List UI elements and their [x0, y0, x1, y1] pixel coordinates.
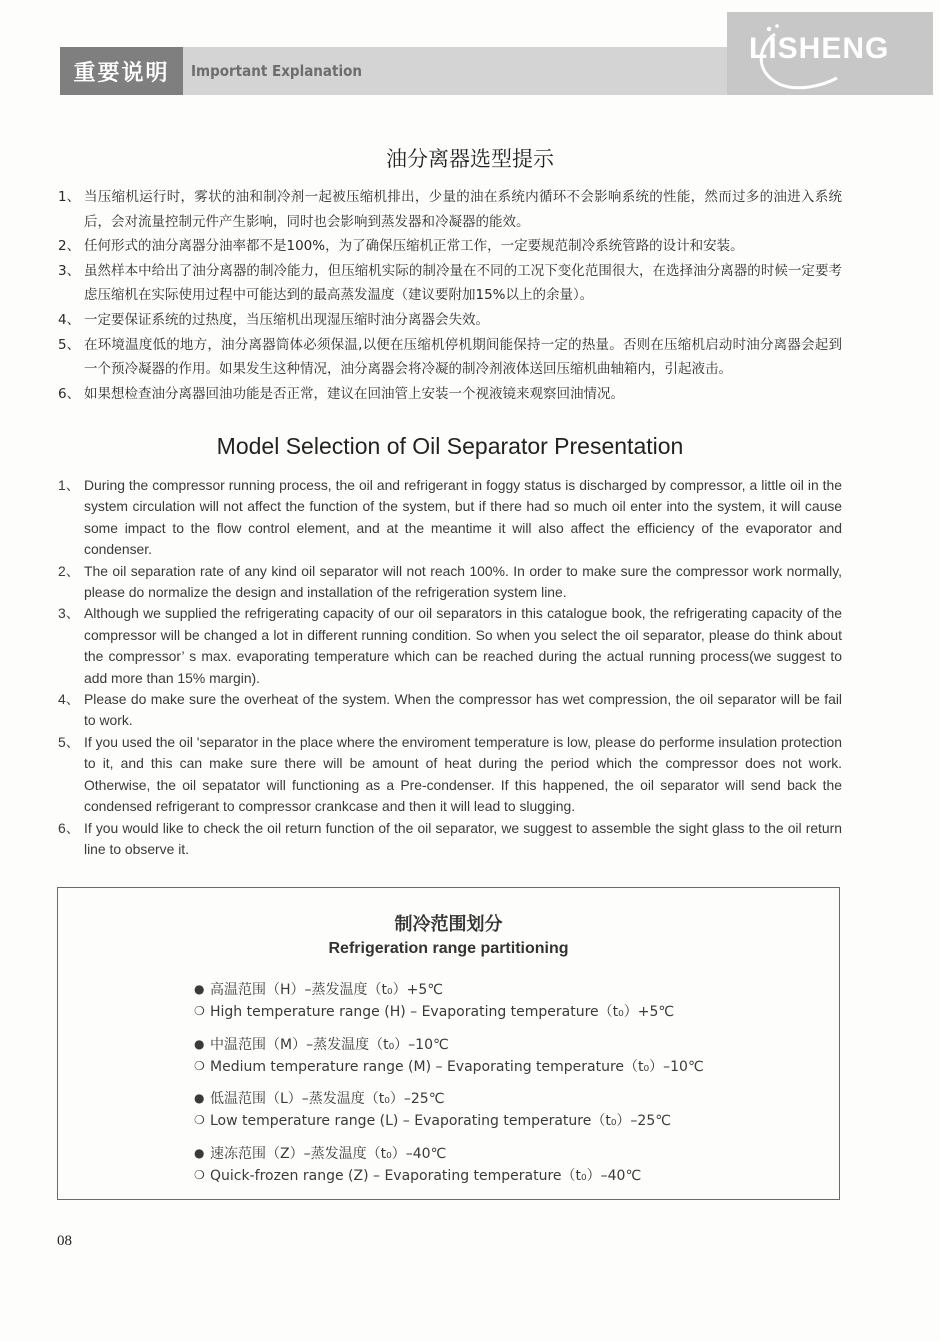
- section-header: [60, 47, 736, 95]
- range-item-medium: ● 中温范围（M）–蒸发温度（t₀）–10℃ ❍ Medium temperature range (M) – Evaporating temperature（t₀）–10℃: [194, 1037, 704, 1075]
- range-item-high: ● 高温范围（H）–蒸发温度（t₀）+5℃ ❍ High temperature range (H) – Evaporating temperature（t₀）+5℃: [194, 982, 675, 1020]
- hollow-bullet-icon: ❍: [194, 1168, 205, 1182]
- range-item-low: ● 低温范围（L）–蒸发温度（t₀）–25℃ ❍ Low temperature range (L) – Evaporating temperature（t₀）–25℃: [194, 1091, 671, 1129]
- filled-bullet-icon: ●: [194, 982, 205, 996]
- list-item: 6、 If you would like to check the oil return function of the oil separator, we suggest to assemble the sight glass to the oil return line to observe it.: [58, 819, 842, 857]
- list-item: 1、 During the compressor running process, the oil and refrigerant in foggy status is discharged by compressor, a little oil in the system circulation will not affect the function of the system, but if there had so much oil enter into the system, it will cause some impact to the flow control element, and at the meantime it will also affect the efficiency of the evaporator and condenser.: [58, 477, 842, 558]
- list-item: 3、 虽然样本中给出了油分离器的制冷能力，但压缩机实际的制冷量在不同的工况下变化范围很大，在选择油分离器的时候一定要考虑压缩机在实际使用过程中可能达到的最高蒸发温度（建议要附加15%以上的余量）。: [58, 262, 842, 304]
- range-box-title-en: Refrigeration range partitioning: [328, 940, 569, 957]
- list-item: 5、 If you used the oil 'separator in the place where the enviroment temperature is low, please do performe insulation protection to it, and this can make sure there will be amount of heat during the period which the compressor does not work. Otherwise, the oil sepatator will functioning as a Pre-condenser. If this happened, the oil separator will send back the condensed refrigerant to compressor crankcase and then it will lead to slugging.: [58, 733, 842, 815]
- filled-bullet-icon: ●: [194, 1146, 205, 1160]
- cn-list: [58, 185, 842, 406]
- page-number: 08: [57, 1233, 72, 1249]
- list-item: 4、 Please do make sure the overheat of the system. When the compressor has wet compression, the oil separator will be fail to work.: [58, 691, 842, 729]
- cn-title: 油分离器选型提示: [386, 147, 554, 171]
- en-title: Model Selection of Oil Separator Presentation: [216, 433, 684, 459]
- en-list: [58, 475, 842, 860]
- brand-logo: [727, 12, 933, 95]
- logo-text: LISHENG: [749, 32, 890, 65]
- list-item: 5、 在环境温度低的地方，油分离器筒体必须保温,以便在压缩机停机期间能保持一定的热量。否则在压缩机启动时油分离器会起到一个预冷凝器的作用。如果发生这种情况，油分离器会将冷凝的制冷剂液体送回压缩机曲轴箱内，引起液击。: [58, 336, 842, 378]
- list-item: 2、 任何形式的油分离器分油率都不是100%，为了确保压缩机正常工作，一定要规范制冷系统管路的设计和安装。: [58, 238, 744, 255]
- filled-bullet-icon: ●: [194, 1091, 205, 1105]
- section-badge: 重要说明: [60, 47, 183, 95]
- hollow-bullet-icon: ❍: [194, 1004, 205, 1018]
- hollow-bullet-icon: ❍: [194, 1113, 205, 1127]
- list-item: 4、 一定要保证系统的过热度，当压缩机出现湿压缩时油分离器会失效。: [58, 311, 489, 328]
- range-item-quick-frozen: ● 速冻范围（Z）–蒸发温度（t₀）–40℃ ❍ Quick-frozen range (Z) – Evaporating temperature（t₀）–40℃: [194, 1146, 642, 1184]
- range-box-title-cn: 制冷范围划分: [394, 914, 503, 935]
- range-box: [57, 887, 840, 1200]
- filled-bullet-icon: ●: [194, 1037, 205, 1051]
- section-subtitle: Important Explanation: [183, 47, 736, 95]
- hollow-bullet-icon: ❍: [194, 1059, 205, 1073]
- list-item: 6、 如果想检查油分离器回油功能是否正常，建议在回油管上安装一个视液镜来观察回油情况。: [58, 385, 624, 402]
- list-item: 3、 Although we supplied the refrigerating capacity of our oil separators in this catalogue book, the refrigerating capacity of the compressor will be changed a lot in different running condition. So when you select the oil separator, please do think about the compressor’ s max. evaporating temperature which can be reached during the actual running process(we suggest to add more than 15% margin).: [58, 605, 842, 686]
- list-item: 2、 The oil separation rate of any kind oil separator will not reach 100%. In order to make sure the compressor work normally, please do normalize the design and installation of the refrigeration system line.: [58, 562, 842, 601]
- list-item: 1、 当压缩机运行时，雾状的油和制冷剂一起被压缩机排出，少量的油在系统内循环不会影响系统的性能，然而过多的油进入系统后，会对流量控制元件产生影响，同时也会影响到蒸发器和冷凝器的能效。: [58, 189, 842, 230]
